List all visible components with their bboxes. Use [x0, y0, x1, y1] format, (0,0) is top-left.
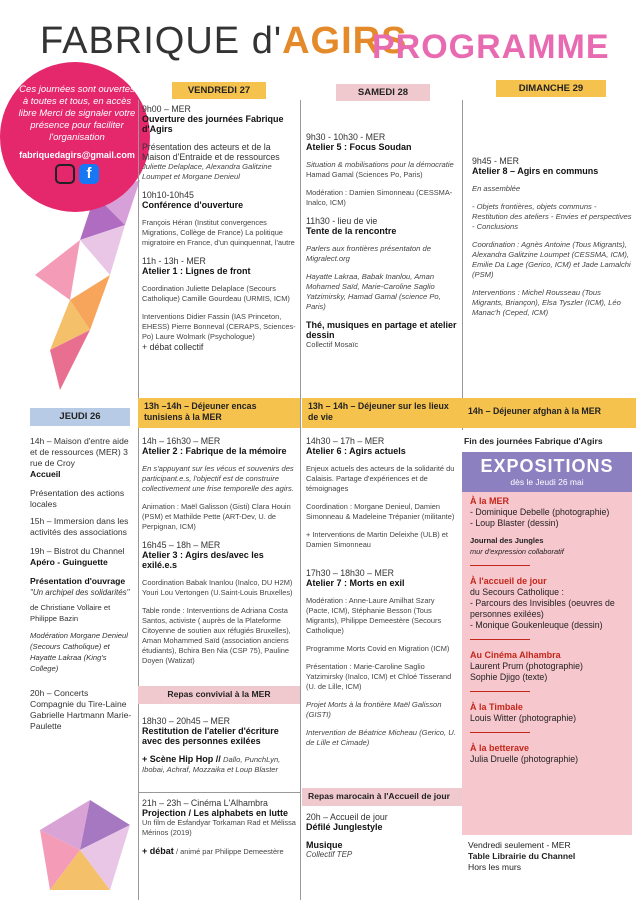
thursday-text: 19h – Bistrot du Channel	[30, 546, 125, 556]
event-text: - Objets frontières, objets communs - Restitution des ateliers - Envies et perspectives - Conclusions	[472, 202, 632, 231]
instagram-icon[interactable]	[55, 164, 75, 184]
event-time: 14h30 – 17h – MER	[306, 436, 385, 446]
event-title: Atelier 5 : Focus Soudan	[306, 142, 412, 152]
expo-item: Journal des Jungles	[470, 536, 544, 545]
event-text: Programme Morts Covid en Migration (ICM)	[306, 644, 450, 653]
thursday-text: Présentation d'ouvrage	[30, 576, 126, 586]
thursday-text: 14h – Maison d'entre aide et de ressources (MER) 3 rue de Croy	[30, 436, 129, 468]
event-text: Présentation : Marie-Caroline Saglio Yatzimirsky (Inalco, ICM) et Chloé Tisserand (U. de Lille, ICM)	[306, 662, 452, 691]
event-text: Situation & mobilisations pour la démocratie	[306, 160, 454, 169]
expo-venue: Au Cinéma Alhambra	[470, 650, 561, 660]
saturday-morning	[306, 132, 460, 350]
sunday-morning	[472, 156, 632, 318]
event-time: 10h10-10h45	[142, 190, 194, 200]
closing-text: Fin des journées Fabrique d'Agirs	[464, 436, 603, 446]
expo-item: - Monique Goukenleuque (dessin)	[470, 620, 603, 630]
event-text: Coordination : Morgane Denieul, Damien Simonneau & Madeleine Trépanier (militante)	[306, 502, 455, 521]
expositions-title: EXPOSITIONS	[480, 456, 614, 476]
logo-text: FABRIQUE d'	[40, 20, 283, 62]
event-text: Intervention de Béatrice Micheau (Gerico, U. de Lille et Cimade)	[306, 728, 456, 747]
info-text: Ces journées sont ouvertes à toutes et tous, en accès libre Merci de signaler votre présence pour faciliter l'organisation	[18, 84, 136, 143]
bookshop-text: Vendredi seulement - MER	[468, 840, 571, 850]
divider	[138, 792, 300, 793]
expo-venue: À la betterave	[470, 743, 530, 753]
expo-item: - Dominique Debelle (photographie)	[470, 507, 610, 517]
expo-venue: À l'accueil de jour	[470, 576, 547, 586]
event-text: Modération : Damien Simonneau (CESSMA-Inalco, ICM)	[306, 188, 453, 207]
friday-evening	[142, 716, 298, 775]
event-title: + débat	[142, 846, 174, 856]
event-text: Animation : Maël Galisson (Gisti) Clara Houin (PSM) et Mathilde Pette (ART-Dev, U. de Perpignan, ICM)	[142, 502, 291, 531]
event-people: Juliette Delaplace, Alexandra Galitzine Loumpet et Morgane Denieul	[142, 162, 272, 181]
expo-item: Sophie Djigo (texte)	[470, 672, 548, 682]
day-friday: VENDREDI 27	[172, 82, 266, 99]
thursday-text: Présentation des actions locales	[30, 488, 125, 509]
event-time: 20h – Accueil de jour	[306, 812, 388, 822]
divider	[138, 100, 139, 900]
expositions-list	[470, 496, 630, 765]
expo-item: - Parcours des Invisibles (oeuvres de personnes exilées)	[470, 598, 615, 619]
friday-night	[142, 798, 298, 857]
event-time: 17h30 – 18h30 – MER	[306, 568, 395, 578]
logo	[40, 20, 407, 63]
divider	[300, 100, 301, 900]
expositions-subtitle: dès le Jeudi 26 mai	[510, 477, 584, 487]
event-title: Atelier 6 : Agirs actuels	[306, 446, 406, 456]
separator	[470, 639, 530, 640]
event-title: Thé, musiques en partage et atelier dessin	[306, 320, 457, 340]
logo-agirs: AGIRS	[282, 20, 408, 62]
event-time: 9h45 - MER	[472, 156, 519, 166]
event-title: Atelier 1 : Lignes de front	[142, 266, 251, 276]
event-time: 14h – 16h30 – MER	[142, 436, 221, 446]
event-text: En assemblée	[472, 184, 521, 193]
event-title: Atelier 7 : Morts en exil	[306, 578, 405, 588]
event-text: + débat collectif	[142, 342, 204, 352]
expo-item: - Loup Blaster (dessin)	[470, 518, 559, 528]
event-text: Interventions Didier Fassin (IAS Princeton, EHESS) Pierre Bonneval (CERAPS, Sciences-Po) Laure Wolmark (Psychologue)	[142, 312, 296, 341]
bookshop-note	[468, 840, 632, 873]
day-saturday: SAMEDI 28	[336, 84, 430, 101]
separator	[470, 565, 530, 566]
event-time: 9h30 - 10h30 - MER	[306, 132, 386, 142]
event-text: Modération : Anne-Laure Amilhat Szary (Pacte, ICM), Stéphanie Besson (Tous Migrants), Philippe Demeestère (Secours Catholique)	[306, 596, 442, 635]
friday-lunch: 13h –14h – Déjeuner encas tunisiens à la MER	[138, 398, 300, 428]
expositions-header	[462, 452, 632, 492]
saturday-dinner: Repas marocain à l'Accueil de jour	[302, 788, 462, 806]
event-text: Un film de Esfandyar Torkaman Rad et Mélissa Mérinos (2019)	[142, 818, 296, 837]
saturday-afternoon	[306, 436, 460, 748]
event-title: Conférence d'ouverture	[142, 200, 244, 210]
event-time: 16h45 – 18h – MER	[142, 540, 221, 550]
event-text: En s'appuyant sur les vécus et souvenirs des participant.e.s, l'objectif est de construire collectivement une frise temporelle des agirs.	[142, 464, 294, 493]
day-thursday: JEUDI 26	[30, 408, 130, 426]
expo-item: Louis Witter (photographie)	[470, 713, 577, 723]
event-time: 11h30 - lieu de vie	[306, 216, 378, 226]
event-text: Table ronde : Interventions de Adriana Costa Santos, activiste ( auprès de la Plateforme Citoyenne de soutien aux réfugiés Bruxelles), Aman Mohammed Saïd (association anciens étudiants), Bchira Ben Nia (CSP 75), Pauline Doyen (Watizat)	[142, 606, 291, 665]
event-text: Collectif TEP	[306, 850, 353, 859]
event-time: 21h – 23h – Cinéma L'Alhambra	[142, 798, 268, 808]
expo-venue: À la MER	[470, 496, 510, 506]
event-title: Ouverture des journées Fabrique d'Agirs	[142, 114, 284, 134]
thursday-text: "Un archipel des solidarités"	[30, 588, 130, 597]
event-text: + Interventions de Martin Deleixhe (ULB) et Damien Simonneau	[306, 530, 448, 549]
separator	[470, 691, 530, 692]
event-people: Hamad Gamal (Sciences Po, Paris)	[306, 170, 423, 179]
event-title: Projection / Les alphabets en lutte	[142, 808, 289, 818]
page-title: PROGRAMME	[372, 28, 610, 66]
friday-afternoon	[142, 436, 298, 666]
thursday-column	[30, 436, 134, 732]
event-text: / animé par Philippe Demeestère	[176, 847, 284, 856]
event-text: Interventions : Michel Rousseau (Tous Migrants, Briançon), Elsa Tyszler (ICM), Léo Manac'h (Ceped, ICM)	[472, 288, 621, 317]
event-title: Restitution de l'atelier d'écriture avec des personnes exilées	[142, 726, 279, 746]
thursday-text: Apéro - Guinguette	[30, 557, 108, 567]
saturday-evening	[306, 812, 460, 860]
event-title: Atelier 3 : Agirs des/avec les exilé.e.s	[142, 550, 264, 570]
event-text: François Héran (Institut convergences Migrations, Collège de France) La politique migratoire en France, d'un quinquennat, l'autre	[142, 218, 295, 247]
separator	[470, 732, 530, 733]
saturday-lunch: 13h – 14h – Déjeuner sur les lieux de vie	[302, 398, 462, 428]
event-title: Musique	[306, 840, 343, 850]
event-text: Coordination Juliette Delaplace (Secours Catholique) Camille Gourdeau (URMIS, ICM)	[142, 284, 290, 303]
thursday-text: de Christiane Vollaire et Philippe Bazin	[30, 603, 111, 623]
email-link[interactable]: fabriquedagirs@gmail.com	[19, 150, 135, 160]
event-text: Enjeux actuels des acteurs de la solidarité du Calaisis. Partage d'expériences et de témoignages	[306, 464, 455, 493]
friday-morning	[142, 104, 298, 352]
event-text: Coordination : Agnès Antoine (Tous Migrants), Alexandra Galitzine Loumpet (CESSMA, ICM), Emilie Da Lage (Gerico, ICM) et Jade Lamalchi (PSM)	[472, 240, 631, 279]
divider	[462, 100, 463, 430]
info-bubble	[0, 62, 150, 212]
event-text: Dallo, PunchLyn, Ibobai, Achraf, Mozzaika et Loup Blaster	[142, 755, 281, 774]
event-text: Présentation des acteurs et de la Maison d'Entraide et de ressources	[142, 142, 280, 162]
event-time: 18h30 – 20h45 – MER	[142, 716, 231, 726]
day-sunday: DIMANCHE 29	[496, 80, 606, 97]
expo-item: Julia Druelle (photographie)	[470, 754, 579, 764]
event-title: + Scène Hip Hop //	[142, 754, 221, 764]
thursday-text: 20h – Concerts Compagnie du Tire-Laine Gabrielle Hartmann Marie-Paulette	[30, 688, 132, 731]
event-text: Projet Morts à la frontière Maël Galisson (GISTI)	[306, 700, 442, 719]
sunday-lunch: 14h – Déjeuner afghan à la MER	[462, 398, 636, 428]
event-title: Tente de la rencontre	[306, 226, 397, 236]
expo-item: mur d'expression collaboratif	[470, 547, 564, 556]
event-text: Collectif Mosaïc	[306, 340, 359, 349]
event-text: Coordination Babak Inanlou (Inalco, DU H2M) Youri Lou Vertongen (U.Saint-Louis Bruxelles)	[142, 578, 293, 597]
thursday-text: Modération Morgane Denieul (Secours Catholique) et Hayatte Lakraa (King's College)	[30, 631, 128, 673]
thursday-text: Accueil	[30, 469, 61, 479]
bookshop-text: Hors les murs	[468, 862, 522, 872]
event-title: Défilé Junglestyle	[306, 822, 383, 832]
expo-item: du Secours Catholique :	[470, 587, 564, 597]
event-time: 11h - 13h - MER	[142, 256, 206, 266]
event-time: 9h00 – MER	[142, 104, 191, 114]
friday-dinner: Repas convivial à la MER	[138, 686, 300, 704]
event-people: Hayatte Lakraa, Babak Inanlou, Aman Mohamed Saïd, Marie-Caroline Saglio Yatzimirsky, Hamad Gamal (science Po, Paris)	[306, 272, 441, 311]
event-title: Atelier 8 – Agirs en communs	[472, 166, 599, 176]
bookshop-text: Table Librairie du Channel	[468, 851, 576, 861]
expo-item: Laurent Prum (photographie)	[470, 661, 583, 671]
event-text: Parlers aux frontières présentaton de Migralect.org	[306, 244, 431, 263]
event-title: Atelier 2 : Fabrique de la mémoire	[142, 446, 287, 456]
expo-venue: À la Timbale	[470, 702, 523, 712]
facebook-icon[interactable]: f	[79, 164, 99, 184]
thursday-text: 15h – Immersion dans les activités des associations	[30, 516, 129, 537]
origami-decoration-bottom	[30, 790, 140, 900]
